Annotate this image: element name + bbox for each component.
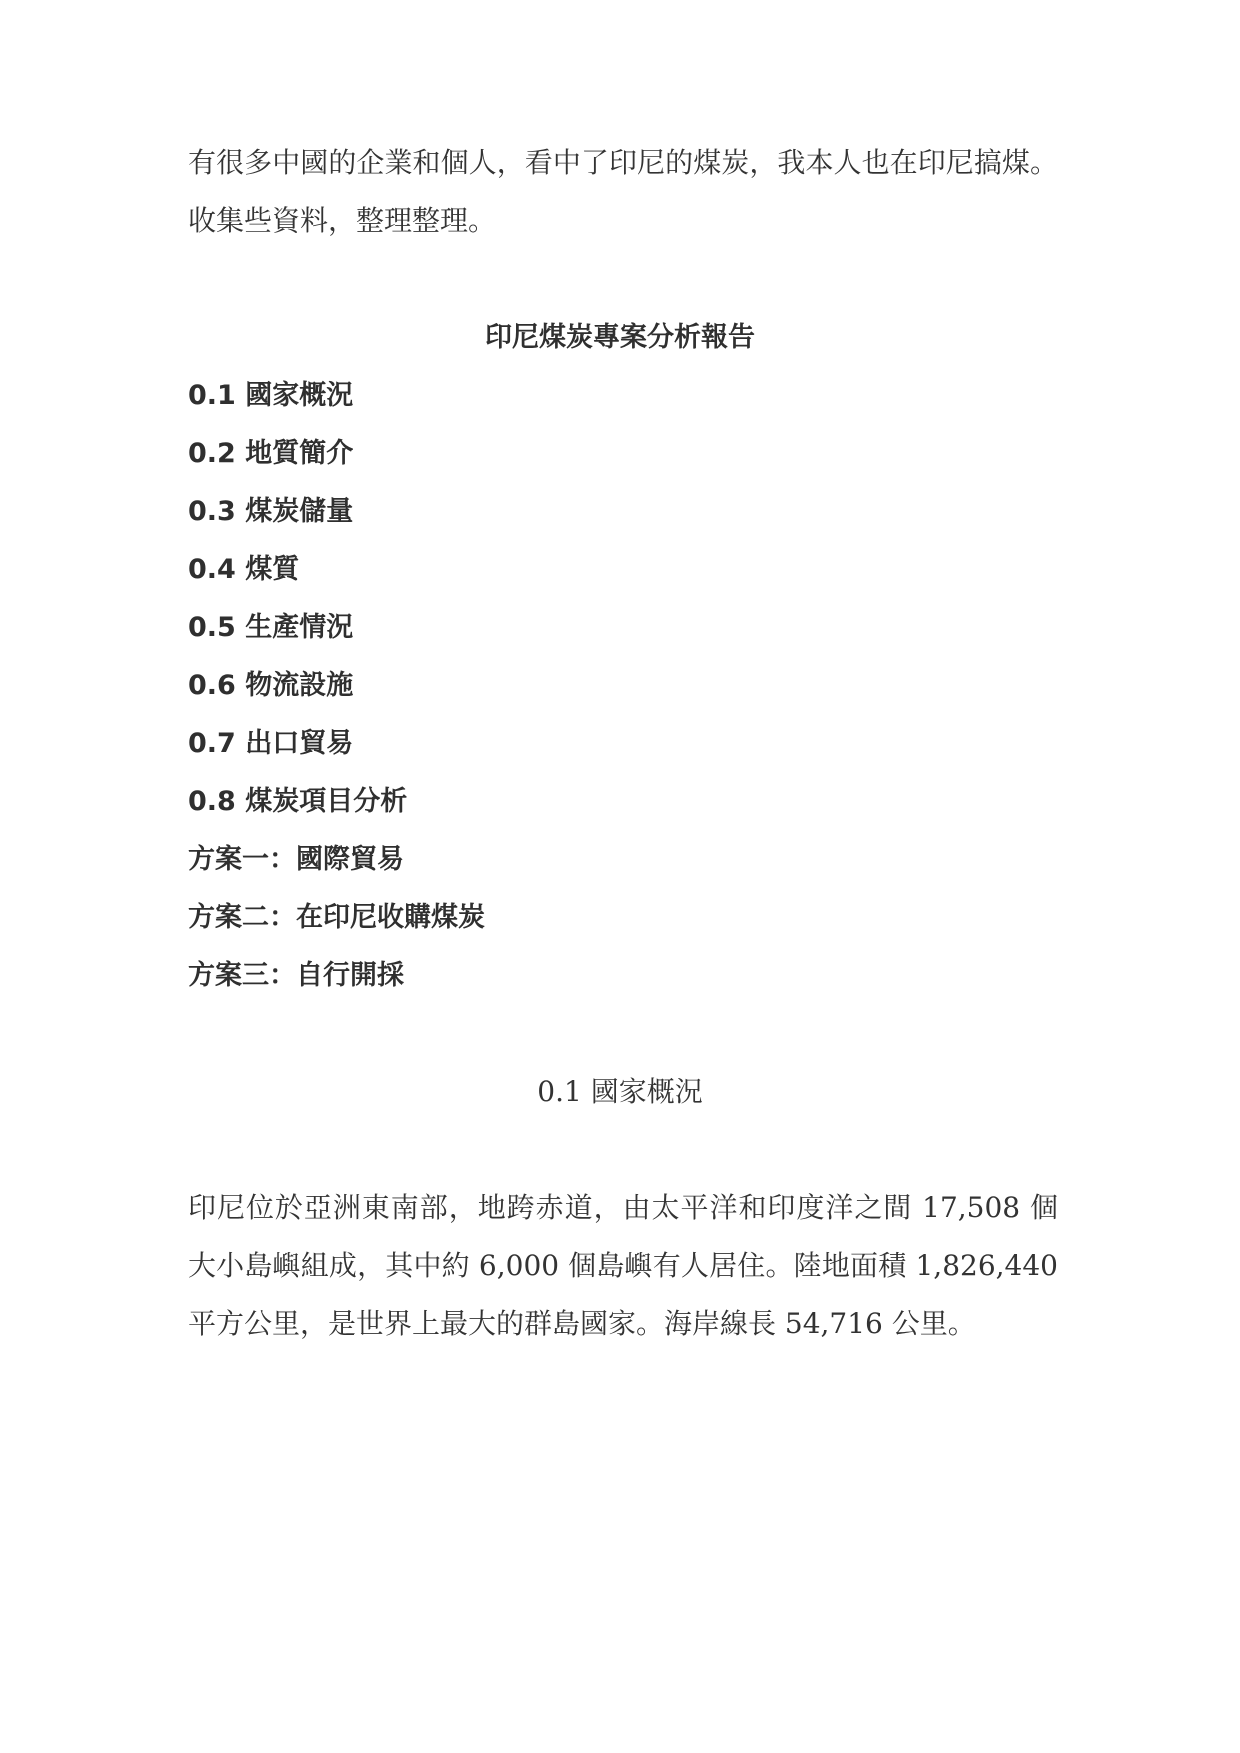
toc-item: 0.6 物流設施 [188,670,354,701]
paragraph-line: 平方公里，是世界上最大的群島國家。海岸線長 54,716 公里。 [188,1307,976,1340]
toc-item: 0.3 煤炭儲量 [188,496,354,527]
toc-item: 方案二：在印尼收購煤炭 [188,902,485,933]
toc-item: 0.4 煤質 [188,554,300,585]
toc-item: 0.5 生產情況 [188,612,354,643]
toc-item: 0.7 出口貿易 [188,728,354,759]
toc-item: 方案一：國際貿易 [188,844,404,875]
toc-item: 方案三：自行開採 [188,960,404,991]
toc-item: 0.1 國家概況 [188,380,354,411]
paragraph-line: 大小島嶼組成，其中約 6,000 個島嶼有人居住。陸地面積 1,826,440 [188,1249,1058,1282]
paragraph-line: 印尼位於亞洲東南部，地跨赤道，由太平洋和印度洋之間 17,508 個 [188,1191,1058,1224]
intro-line-1: 有很多中國的企業和個人，看中了印尼的煤炭，我本人也在印尼搞煤。 [188,146,1058,179]
report-title: 印尼煤炭專案分析報告 [485,322,755,353]
toc-item: 0.8 煤炭項目分析 [188,786,408,817]
intro-line-2: 收集些資料，整理整理。 [188,204,497,237]
section-title: 0.1 國家概況 [537,1075,703,1108]
toc-item: 0.2 地質簡介 [188,438,354,469]
